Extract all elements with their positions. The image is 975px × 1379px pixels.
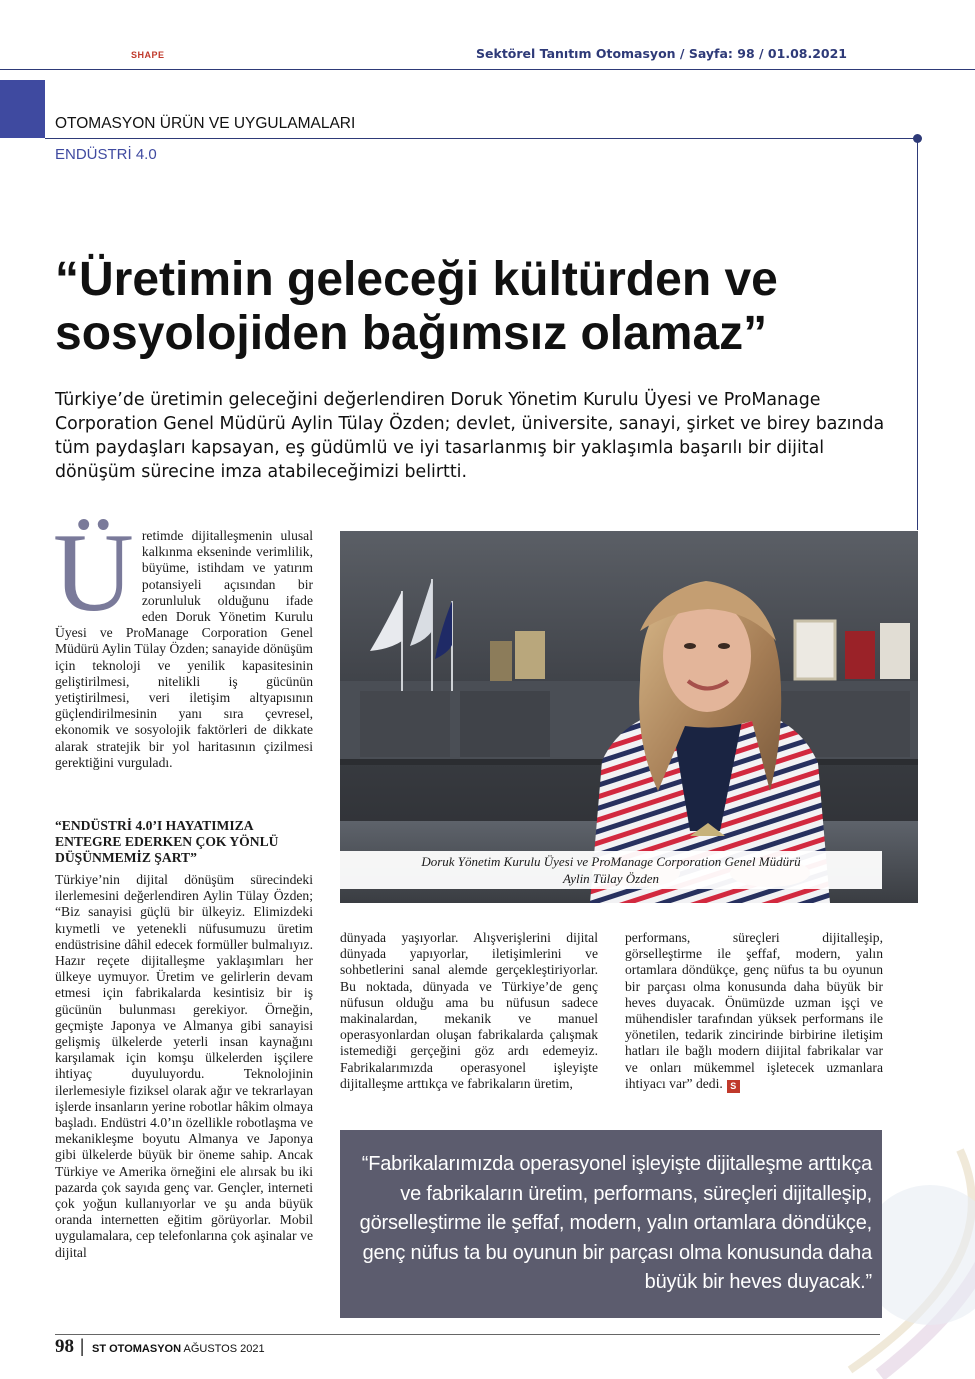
section-title: OTOMASYON ÜRÜN VE UYGULAMALARI	[55, 115, 356, 132]
paragraph-2: Türkiye’nin dijital dönüşüm sürecindeki ilerlemesini değerlendiren Aylin Tülay Özden; “Biz sanayisi güçlü bir ülkeyiz. Elimizdeki kıymetli ve yetenekli nüfusumuzu üretim endüstrisine dâhil edecek formüller bulmalıyız. Hazır reçete dijitalleşme yaklaşımları her ülkeye uymuyor. Üretim ve gelirlerin devam etmesi için fabrikalarda kesintisiz bir iş gücünün bulunması gerekiyor. Örneğin, geçmişte Japonya ve Almanya gibi sanayisi gelişmiş ülkelerde yeterli insan kaynağını karşılamak için komşu ülkelerden işçilere ihtiyaç duyuluyordu. Teknolojinin ilerlemesiyle fiziksel olarak ağır ve tekrarlayan işlerde insanların yerine robotlar hâkim olmaya başladı. Endüstri 4.0’ın özellikle robotlaşma ve mekanikleşme boyutu Almanya ve Japonya gibi ülkelerde büyük bir öneme sahip. Ancak Türkiye ve Amerika örneğini ele alırsak bu iki pazarda çok sayıda genç var. Gençler, interneti çok yoğun kullanıyorlar ve şu anda büyük oranda internetten eğitim görüyorlar. Mobil uygulamalara, cep telefonlarına çok aşinalar ve dijital	[55, 872, 313, 1260]
paragraph-4-text: performans, süreçleri dijitalleşip, görselleştirme ile şeffaf, modern, yalın ortamlara döndükçe, genç nüfus ta bu oyunun bir parçası olma konusunda daha büyük bir heves duyacak. Önümüzde uzman işçi ve mühendisler tarafından yüksek performans ile yönetilen, tedarik zincirinde birbirine iletişim hatları ile bağlı modern diijital fabrikalar var ve onları mükemmel işletecek uzmanlara ihtiyacı var” dedi.	[625, 930, 883, 1091]
section-color-block	[0, 80, 45, 138]
article-column-1	[53, 511, 313, 771]
caption-line-1: Doruk Yönetim Kurulu Üyesi ve ProManage Corporation Genel Müdürü	[421, 854, 801, 869]
article-title: “Üretimin geleceği kültürden ve sosyolojiden bağımsız olamaz”	[55, 253, 778, 360]
paragraph-3: dünyada yaşıyorlar. Alışverişlerini dijital dünyada yapıyorlar, iletişimlerini ve sohbetlerini sanal alemde gerçekleştiriyorlar. Bu noktada, dünyada ve Türkiye’de genç nüfusun olduğu ama bu nüfusun sadece makinalardan, mekanik ve manuel operasyonlardan oluşan fabrikalarda çalışmak istemediği gerçeğini göz ardı edemeyiz. Fabrikalarımızda operasyonel işleyişte dijitalleşme arttıkça ve fabrikaların üretim,	[340, 930, 598, 1091]
portrait-photo	[340, 531, 918, 903]
pull-quote: “Fabrikalarımızda operasyonel işleyişte dijitalleşme arttıkça ve fabrikaların üretim, performans, süreçleri dijitalleşip, görselleştirme ile şeffaf, modern, yalın ortamlara döndükçe, genç nüfus ta bu oyunun bir parçası olma konusunda daha büyük bir heves duyacak.”	[359, 1153, 872, 1293]
paragraph-intro: retimde dijitalleşmenin ulusal kalkınma ekseninde verimlilik, büyüme, istihdam ve yatırım potansiyeli açısından bir zorunluluk olduğunu ifade eden Doruk Yönetim Kurulu Üyesi ve ProManage Corporation Genel Müdürü Aylin Tülay Özden; sanayide dönüşüm için teknoloji ve yenilik kapasitesinin geliştirilmesi, nitelikli iş gücünün yetiştirilmesi, veri iletişim altyapısının güçlendirilmesinin yanı sıra çevresel, ekonomik ve sosyolojik faktörleri de dikkate alarak stratejik bir yol haritasının çizilmesi gerektiğini vurguladı.	[55, 528, 313, 770]
header-page-info: Sektörel Tanıtım Otomasyon / Sayfa: 98 / 01.08.2021	[476, 46, 847, 61]
subsection-title: ENDÜSTRİ 4.0	[55, 146, 157, 163]
shape-logo: SHAPE	[131, 50, 165, 60]
page-number: 98	[55, 1336, 74, 1357]
photo-caption	[350, 853, 872, 887]
frame-rule-vertical	[917, 138, 918, 530]
footer-divider	[55, 1334, 880, 1335]
frame-dot	[913, 134, 922, 143]
publication-name: ST OTOMASYON	[92, 1343, 182, 1355]
paragraph-4	[625, 930, 883, 1093]
drop-cap: Ü	[53, 511, 134, 635]
caption-line-2: Aylin Tülay Özden	[562, 871, 660, 886]
article-lead: Türkiye’de üretimin geleceğini değerlendiren Doruk Yönetim Kurulu Üyesi ve ProManage Corporation Genel Müdürü Aylin Tülay Özden; devlet, üniversite, sanayi, şirket ve birey bazında tüm paydaşları kapsayan, eş güdümlü ve iyi tasarlanmış bir yaklaşımla başarılı bir dijital dönüşüm sürecine imza atabileceğimizi belirtti.	[55, 390, 885, 482]
article-subheading: “ENDÜSTRİ 4.0’I HAYATIMIZA ENTEGRE EDERKEN ÇOK YÖNLÜ DÜŞÜNMEMİZ ŞART”	[55, 818, 279, 865]
footer-separator: |	[80, 1336, 85, 1357]
header-divider	[0, 69, 975, 70]
frame-rule-horizontal	[45, 138, 918, 139]
end-mark-icon: S	[727, 1080, 740, 1093]
publication-issue: AĞUSTOS 2021	[183, 1343, 265, 1355]
portrait-photo-illustration	[340, 531, 918, 903]
footer-publication	[92, 1343, 265, 1355]
